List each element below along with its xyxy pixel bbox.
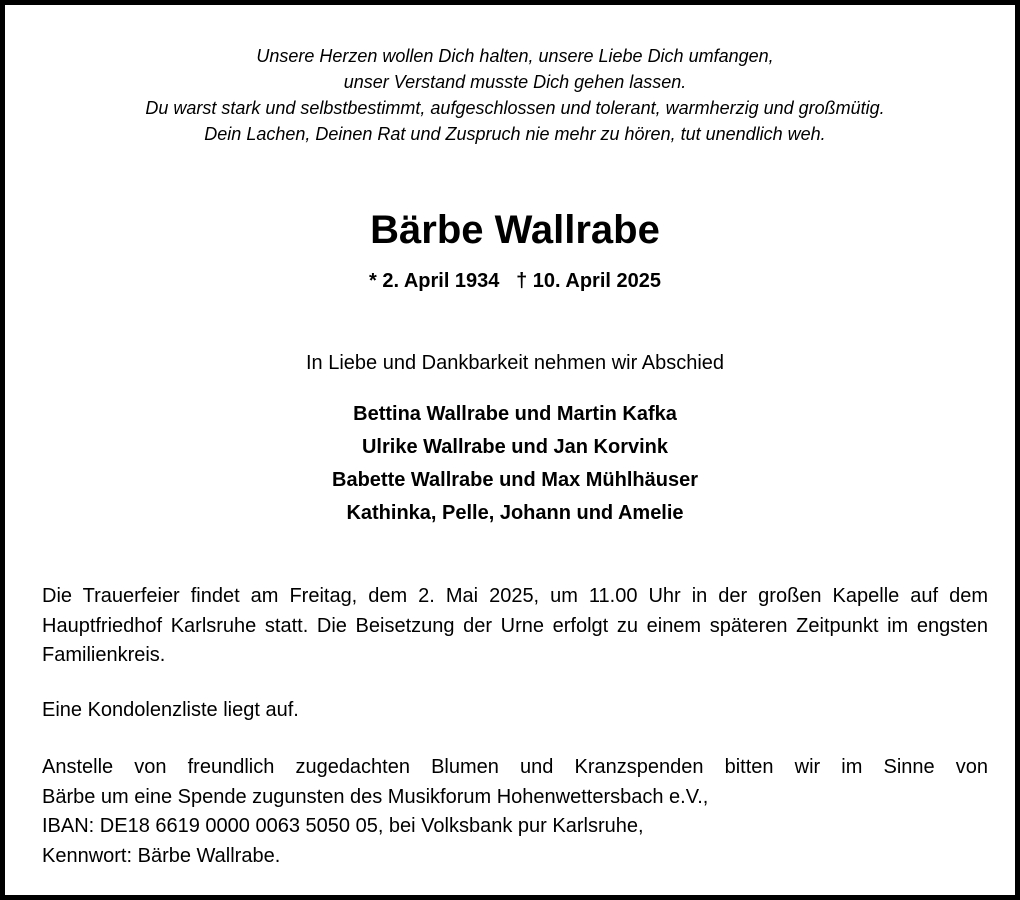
mourner-name: Babette Wallrabe und Max Mühlhäuser	[332, 469, 698, 491]
mourner-name: Ulrike Wallrabe und Jan Korvink	[361, 436, 668, 458]
donation-line: Kennwort: Bärbe Wallrabe.	[42, 844, 281, 867]
mourners-list	[5, 398, 1020, 530]
condolence-info: Eine Kondolenzliste liegt auf.	[42, 699, 299, 721]
poem-line: Unsere Herzen wollen Dich halten, unsere Liebe Dich umfangen,	[256, 46, 774, 66]
poem-line: unser Verstand musste Dich gehen lassen.	[343, 72, 687, 92]
donation-line: Bärbe um eine Spende zugunsten des Musikforum Hohenwettersbach e.V.,	[42, 785, 709, 808]
donation-line: Anstelle von freundlich zugedachten Blumen und Kranzspenden bitten wir im Sinne von	[42, 756, 988, 778]
mourner-name: Bettina Wallrabe und Martin Kafka	[353, 403, 677, 425]
life-dates: * 2. April 1934 † 10. April 2025	[368, 270, 661, 292]
farewell-line: In Liebe und Dankbarkeit nehmen wir Abschied	[305, 352, 725, 374]
memorial-poem	[5, 43, 1020, 147]
poem-line: Du warst stark und selbstbestimmt, aufgeschlossen und tolerant, warmherzig und großmütig.	[145, 98, 885, 118]
poem-line: Dein Lachen, Deinen Rat und Zuspruch nie mehr zu hören, tut unendlich weh.	[204, 124, 826, 144]
donation-line: IBAN: DE18 6619 0000 0063 5050 05, bei Volksbank pur Karlsruhe,	[42, 815, 644, 837]
deceased-name: Bärbe Wallrabe	[370, 208, 660, 252]
funeral-info: Die Trauerfeier findet am Freitag, dem 2. Mai 2025, um 11.00 Uhr in der großen Kapelle auf dem Hauptfriedhof Karlsruhe statt. Die Beisetzung der Urne erfolgt zu einem späteren Zeitpunkt im engsten Familienkreis.	[42, 585, 988, 666]
mourner-name: Kathinka, Pelle, Johann und Amelie	[346, 502, 684, 524]
donation-info	[42, 753, 988, 871]
